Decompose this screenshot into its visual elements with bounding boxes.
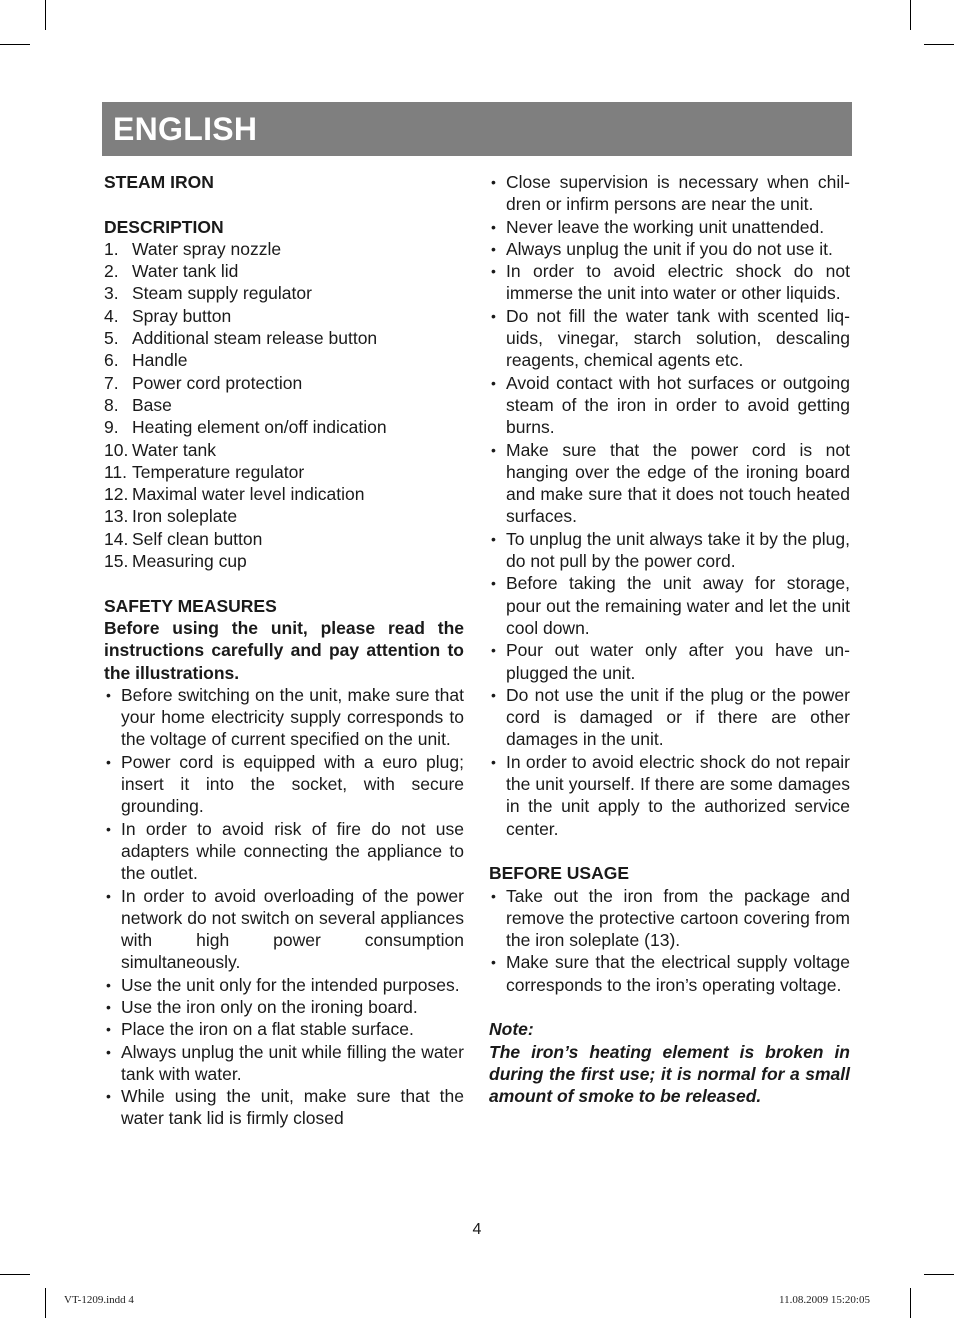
description-list xyxy=(104,238,464,572)
item-text: Handle xyxy=(132,350,188,371)
item-number: 14. xyxy=(104,528,129,549)
description-item xyxy=(104,260,464,282)
description-item xyxy=(104,349,464,371)
item-text: Steam supply regulator xyxy=(132,283,312,304)
bullet-text: In order to avoid electric shock do not repair the unit yourself. If there are some damages in the unit apply to the authorized service center. xyxy=(506,751,850,839)
bullet-text: Take out the iron from the package and remove the protective cartoon covering from the iron soleplate (13). xyxy=(506,885,850,951)
note-label: Note: xyxy=(489,1019,534,1040)
bullet-icon: • xyxy=(491,441,496,458)
item-text: Heating element on/off indication xyxy=(132,417,387,438)
before-usage-heading: BEFORE USAGE xyxy=(489,863,630,884)
item-number: 3. xyxy=(104,283,119,304)
item-number: 11. xyxy=(104,461,128,482)
description-heading: DESCRIPTION xyxy=(104,216,224,237)
footer-datetime: 11.08.2009 15:20:05 xyxy=(779,1294,870,1306)
bullet-item xyxy=(104,996,464,1018)
bullet-icon: • xyxy=(491,642,496,659)
item-text: Spray button xyxy=(132,305,232,326)
item-number: 6. xyxy=(104,350,119,371)
bullet-item xyxy=(489,751,850,840)
item-number: 12. xyxy=(104,484,129,505)
right-column xyxy=(489,171,850,1107)
bullet-text: Never leave the working unit unattended. xyxy=(506,216,825,237)
description-item xyxy=(104,483,464,505)
bullet-icon: • xyxy=(491,240,496,257)
bullet-text: Pour out water only after you have unplugged the unit. xyxy=(506,640,850,683)
bullet-icon: • xyxy=(106,686,111,703)
bullet-icon: • xyxy=(491,174,496,190)
language-title: ENGLISH xyxy=(113,111,258,147)
crop-mark xyxy=(45,0,46,30)
bullet-item xyxy=(104,1085,464,1130)
description-item xyxy=(104,505,464,527)
item-number: 2. xyxy=(104,261,119,282)
description-item xyxy=(104,461,464,483)
bullet-icon: • xyxy=(491,218,496,235)
bullet-icon: • xyxy=(106,998,111,1015)
bullet-item xyxy=(489,572,850,639)
before-usage-list xyxy=(489,885,850,996)
item-number: 9. xyxy=(104,417,119,438)
bullet-item xyxy=(489,684,850,751)
crop-mark xyxy=(924,1274,954,1275)
bullet-text: Make sure that the electrical supply voltage corresponds to the iron’s operating voltage. xyxy=(506,952,850,995)
bullet-icon: • xyxy=(491,887,496,904)
bullet-item xyxy=(489,305,850,372)
product-title: STEAM IRON xyxy=(104,172,214,192)
description-item xyxy=(104,394,464,416)
bullet-item xyxy=(489,528,850,573)
item-text: Temperature regulator xyxy=(132,461,305,482)
bullet-icon: • xyxy=(106,976,111,993)
bullet-text: Power cord is equipped with a euro plug; insert it into the socket, with secure grounding. xyxy=(121,751,464,817)
item-number: 1. xyxy=(104,238,119,259)
item-text: Maximal water level indication xyxy=(132,484,365,505)
left-column xyxy=(104,171,464,1130)
bullet-text: In order to avoid electric shock do not immerse the unit into water or other liquids. xyxy=(506,261,850,304)
bullet-item xyxy=(489,439,850,528)
item-text: Iron soleplate xyxy=(132,506,238,527)
footer-file: VT-1209.indd 4 xyxy=(64,1294,134,1306)
item-text: Power cord protection xyxy=(132,372,303,393)
bullet-icon: • xyxy=(106,1088,111,1105)
description-item xyxy=(104,282,464,304)
safety-list-right xyxy=(489,171,850,840)
bullet-item xyxy=(104,1041,464,1086)
bullet-item xyxy=(489,639,850,684)
bullet-icon: • xyxy=(491,307,496,324)
bullet-icon: • xyxy=(491,374,496,391)
item-text: Water tank lid xyxy=(132,261,239,282)
note-text: The iron’s heating element is broken in during the first use; it is normal for a small amount of smoke to be released. xyxy=(489,1041,850,1107)
bullet-text: Do not use the unit if the plug or the power cord is damaged or if there are other damages in the unit. xyxy=(506,684,850,750)
safety-list-left xyxy=(104,684,464,1130)
crop-mark xyxy=(0,44,30,45)
bullet-text: While using the unit, make sure that the water tank lid is firmly closed xyxy=(121,1086,464,1129)
bullet-item xyxy=(489,216,850,238)
item-number: 10. xyxy=(104,439,129,460)
bullet-text: Use the unit only for the intended purposes. xyxy=(121,974,460,995)
item-number: 13. xyxy=(104,506,129,527)
item-number: 8. xyxy=(104,394,119,415)
bullet-icon: • xyxy=(106,820,111,837)
bullet-item xyxy=(489,171,850,216)
description-item xyxy=(104,372,464,394)
bullet-text: Always unplug the unit while filling the water tank with water. xyxy=(121,1041,464,1084)
bullet-item xyxy=(104,1018,464,1040)
item-number: 15. xyxy=(104,551,129,572)
item-text: Additional steam release button xyxy=(132,328,378,349)
page-number: 4 xyxy=(472,1221,482,1238)
item-text: Water spray nozzle xyxy=(132,238,282,259)
safety-intro: Before using the unit, please read the instructions carefully and pay attention to the illustrations. xyxy=(104,617,464,683)
description-item xyxy=(104,528,464,550)
bullet-item xyxy=(489,238,850,260)
bullet-item xyxy=(489,260,850,305)
bullet-text: In order to avoid risk of fire do not use adapters while connecting the appliance to the outlet. xyxy=(121,818,464,884)
bullet-text: Make sure that the power cord is not hanging over the edge of the ironing board and make sure that it does not touch heated surfaces. xyxy=(506,439,850,527)
bullet-item xyxy=(104,818,464,885)
item-number: 5. xyxy=(104,328,119,349)
bullet-item xyxy=(104,684,464,751)
bullet-icon: • xyxy=(491,263,496,280)
bullet-item xyxy=(489,951,850,996)
bullet-text: Avoid contact with hot surfaces or outgoing steam of the iron in order to avoid getting burns. xyxy=(506,372,850,438)
bullet-text: Do not fill the water tank with scented liquids, vinegar, starch solution, descaling reagents, chemical agents etc. xyxy=(506,305,850,371)
bullet-item xyxy=(104,885,464,974)
language-banner xyxy=(102,102,852,156)
item-text: Water tank xyxy=(132,439,216,460)
bullet-icon: • xyxy=(491,753,496,770)
item-text: Self clean button xyxy=(132,528,263,549)
item-text: Measuring cup xyxy=(132,551,247,572)
bullet-icon: • xyxy=(491,686,496,703)
bullet-icon: • xyxy=(491,954,496,971)
description-item xyxy=(104,550,464,572)
bullet-text: Before switching on the unit, make sure that your home electricity supply corresponds to the voltage of current specified on the unit. xyxy=(121,684,464,750)
bullet-icon: • xyxy=(106,1043,111,1060)
bullet-text: Always unplug the unit if you do not use it. xyxy=(506,238,833,259)
bullet-text: In order to avoid overloading of the power network do not switch on several appliances with high power consumption simultaneously. xyxy=(121,885,464,973)
crop-mark xyxy=(0,1274,30,1275)
bullet-icon: • xyxy=(106,753,111,770)
crop-mark xyxy=(924,44,954,45)
item-number: 4. xyxy=(104,305,119,326)
description-item xyxy=(104,439,464,461)
bullet-icon: • xyxy=(106,887,111,904)
description-item xyxy=(104,238,464,260)
bullet-item xyxy=(489,885,850,952)
crop-mark xyxy=(910,1288,911,1318)
bullet-text: Close supervision is necessary when children or infirm persons are near the unit. xyxy=(506,172,850,215)
bullet-icon: • xyxy=(106,1021,111,1038)
bullet-text: To unplug the unit always take it by the plug, do not pull by the power cord. xyxy=(506,528,850,572)
bullet-text: Use the iron only on the ironing board. xyxy=(121,996,418,1017)
item-text: Base xyxy=(132,394,172,415)
crop-mark xyxy=(910,0,911,30)
bullet-text: Before taking the unit away for storage, pour out the remaining water and let the unit cool down. xyxy=(506,573,850,638)
description-item xyxy=(104,327,464,349)
safety-heading: SAFETY MEASURES xyxy=(104,595,277,616)
bullet-icon: • xyxy=(491,575,496,592)
item-number: 7. xyxy=(104,372,119,393)
crop-mark xyxy=(45,1288,46,1318)
description-item xyxy=(104,305,464,327)
description-item xyxy=(104,416,464,438)
bullet-item xyxy=(104,974,464,996)
bullet-item xyxy=(104,751,464,818)
bullet-icon: • xyxy=(491,530,496,547)
bullet-text: Place the iron on a flat stable surface. xyxy=(121,1019,414,1040)
bullet-item xyxy=(489,372,850,439)
